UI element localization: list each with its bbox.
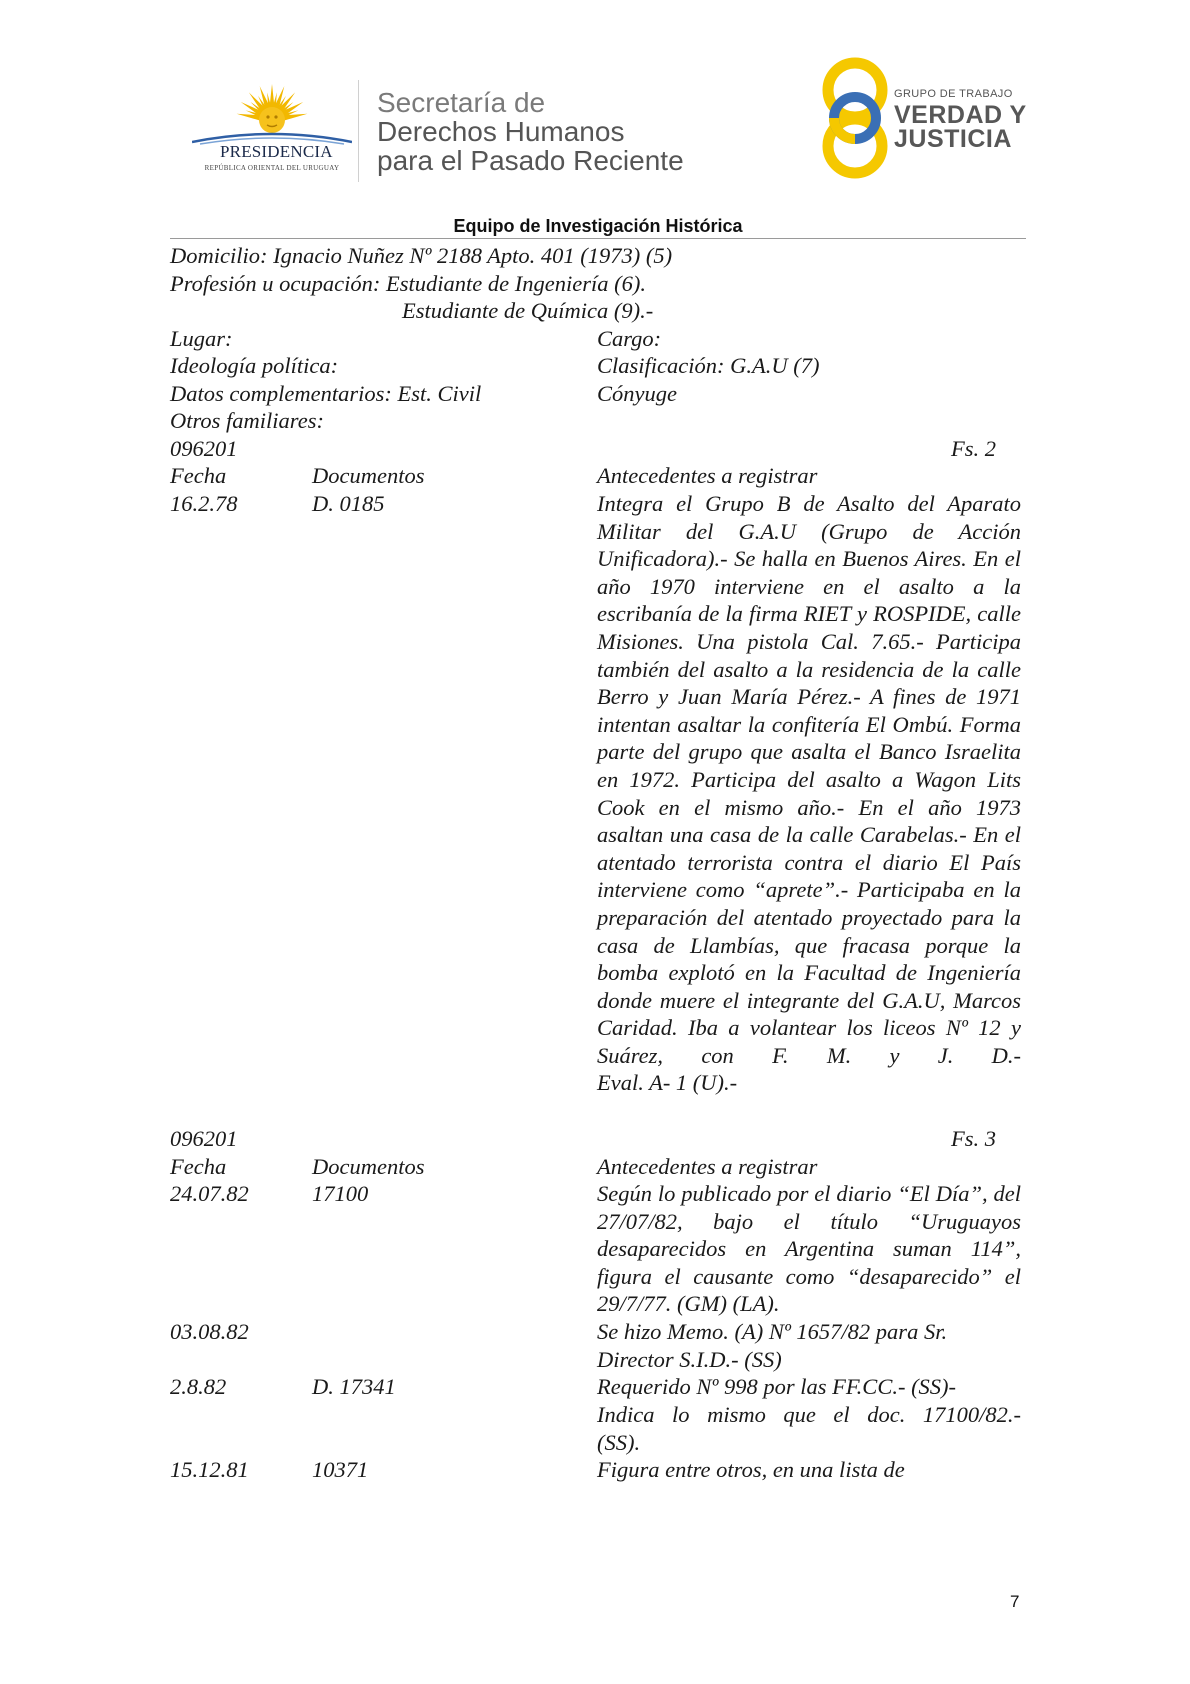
header-divider: [358, 80, 359, 182]
entry-text: Integra el Grupo B de Asalto del Aparato Militar del G.A.U (Grupo de Acción Unificadora).- Se halla en Buenos Aires. En el año 1970 interviene en el asalto a la escribanía de la firma RIET y ROSPIDE, calle Misiones. Una pistola Cal. 7.65.- Participa también del asalto a la residencia de la calle Berro y Juan María Pérez.- A fines de 1971 intentan asaltar la confitería El Ombú. Forma parte del grupo que asalta el Banco Israelita en 1972. Participa del asalto a Wagon Lits Cook en el mismo año.- En el año 1973 asaltan una casa de la calle Carabelas.- En el atentado terrorista contra el diario El País interviene como “aprete”.- Participaba en la preparación del atentado proyectado para la casa de Llambías, que fracasa porque la bomba explotó en la Facultad de Ingeniería donde muere el integrante del G.A.U, Marcos Caridad. Iba a volantear los liceos Nº 12 y Suárez, con F. M. y J. D.-: [597, 491, 1021, 1068]
presidencia-logo: [192, 80, 352, 180]
ideologia-label: Ideología política:: [170, 353, 339, 378]
entry-text-last: (SS).: [597, 1429, 641, 1455]
secretaria-line-3: para el Pasado Reciente: [377, 145, 684, 176]
clasificacion: Clasificación: G.A.U (7): [597, 353, 820, 378]
section-rule: [170, 238, 1026, 239]
presidencia-title: PRESIDENCIA: [220, 142, 333, 161]
entry-fecha: 15.12.81: [170, 1457, 249, 1482]
gtvj-line-3: JUSTICIA: [894, 125, 1012, 153]
rings-icon: [820, 56, 890, 180]
cargo-label: Cargo:: [597, 326, 662, 351]
entry-fecha: 03.08.82: [170, 1319, 249, 1344]
conyuge-label: Cónyuge: [597, 381, 677, 406]
secretaria-logo-text: [377, 88, 684, 175]
folio-number: Fs. 3: [951, 1126, 996, 1151]
entry-antecedentes: [597, 490, 1021, 1097]
entry-fecha: 24.07.82: [170, 1181, 249, 1206]
entry-text-line: Director S.I.D.- (SS): [597, 1347, 782, 1372]
profesion-cont: Estudiante de Química (9).-: [402, 298, 654, 323]
col-fecha: Fecha: [170, 1154, 227, 1179]
lugar-label: Lugar:: [170, 326, 233, 351]
col-antecedentes: Antecedentes a registrar: [597, 463, 818, 488]
gtvj-line-1: GRUPO DE TRABAJO: [894, 88, 1013, 100]
page-number: 7: [1010, 1592, 1020, 1611]
entry-antecedentes: [597, 1401, 1021, 1456]
domicilio: Domicilio: Ignacio Nuñez Nº 2188 Apto. 401 (1973) (5): [170, 243, 673, 268]
profesion: Profesión u ocupación: Estudiante de Ingeniería (6).: [170, 271, 646, 296]
col-antecedentes: Antecedentes a registrar: [597, 1154, 818, 1179]
entry-text-line: Requerido Nº 998 por las FF.CC.- (SS)-: [597, 1374, 957, 1399]
section-title: Equipo de Investigación Histórica: [453, 216, 743, 236]
col-fecha: Fecha: [170, 463, 227, 488]
file-id: 096201: [170, 436, 238, 461]
entry-text-last: 29/7/77. (GM) (LA).: [597, 1291, 780, 1317]
otros-familiares: Otros familiares:: [170, 408, 324, 433]
secretaria-line-2: Derechos Humanos: [377, 116, 625, 147]
datos-complementarios: Datos complementarios: Est. Civil: [170, 381, 482, 406]
gtvj-line-2: VERDAD Y: [894, 101, 1027, 129]
entry-documento: 17100: [312, 1181, 369, 1206]
entry-documento: D. 17341: [312, 1374, 396, 1399]
entry-text: Según lo publicado por el diario “El Día”, del 27/07/82, bajo el título “Uruguayos desaparecidos en Argentina suman 114”, figura el causante como “desaparecido” el: [597, 1181, 1021, 1289]
file-id: 096201: [170, 1126, 238, 1151]
entry-documento: D. 0185: [312, 491, 385, 516]
secretaria-line-1: Secretaría de: [377, 87, 546, 118]
verdad-justicia-logo: [820, 56, 1040, 180]
entry-text-line: Figura entre otros, en una lista de: [597, 1457, 905, 1482]
entry-text: Indica lo mismo que el doc. 17100/82.-: [597, 1402, 1021, 1427]
entry-fecha: 2.8.82: [170, 1374, 227, 1399]
folio-number: Fs. 2: [951, 436, 996, 461]
presidencia-subtitle: REPÚBLICA ORIENTAL DEL URUGUAY: [204, 164, 340, 172]
col-documentos: Documentos: [312, 1154, 425, 1179]
col-documentos: Documentos: [312, 463, 425, 488]
entry-text-line: Se hizo Memo. (A) Nº 1657/82 para Sr.: [597, 1319, 948, 1344]
entry-documento: 10371: [312, 1457, 369, 1482]
entry-text-last: Eval. A- 1 (U).-: [597, 1070, 738, 1096]
entry-antecedentes: [597, 1180, 1021, 1318]
entry-fecha: 16.2.78: [170, 491, 238, 516]
